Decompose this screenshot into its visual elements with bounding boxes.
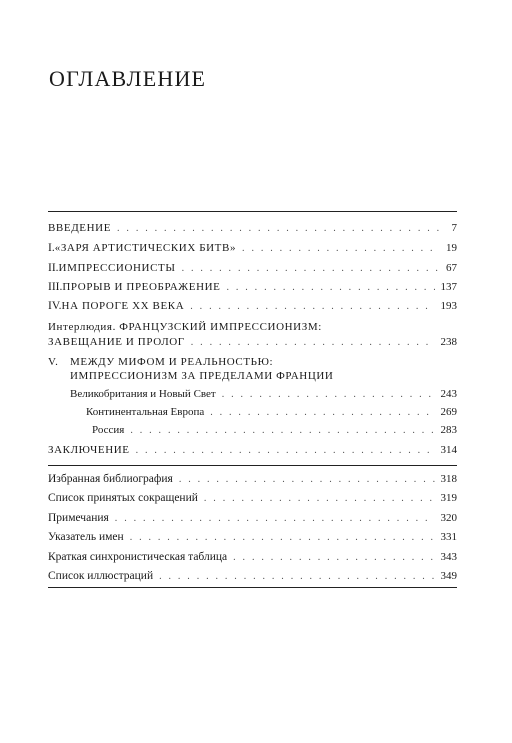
- leader-dots: [130, 423, 434, 438]
- interlude-title-line1[interactable]: Интерлюдия. ФРАНЦУЗСКИЙ ИМПРЕССИОНИЗМ:: [48, 321, 322, 333]
- toc-entry-chapter-1[interactable]: [48, 241, 457, 256]
- leader-dots: [159, 569, 434, 584]
- toc-entry-page: 349: [440, 570, 457, 582]
- chapter-number: III.: [48, 281, 63, 293]
- toc-entry-label: Указатель имен: [48, 531, 124, 543]
- leader-dots: [179, 472, 435, 487]
- leader-dots: [190, 299, 434, 314]
- leader-dots: [226, 280, 434, 295]
- chapter-5-title-line1[interactable]: [48, 355, 273, 370]
- chapter-5-title-line2: ИМПРЕССИОНИЗМ ЗА ПРЕДЕЛАМИ ФРАНЦИИ: [70, 370, 334, 382]
- toc-entry-page: 19: [446, 242, 457, 254]
- toc-subentry[interactable]: [92, 423, 457, 438]
- toc-entry-label: Примечания: [48, 512, 109, 524]
- toc-entry-page: 269: [440, 406, 457, 418]
- leader-dots: [191, 335, 435, 350]
- toc-entry-page: 243: [440, 388, 457, 400]
- toc-entry-page: 193: [440, 300, 457, 312]
- toc-entry-page: 318: [440, 473, 457, 485]
- leader-dots: [210, 405, 434, 420]
- toc-entry-label: Великобритания и Новый Свет: [70, 388, 216, 400]
- toc-entry-illustrations[interactable]: [48, 569, 457, 584]
- leader-dots: [182, 261, 440, 276]
- toc-entry-label: ЗАКЛЮЧЕНИЕ: [48, 444, 130, 456]
- toc-entry-chapter-4[interactable]: [48, 299, 457, 314]
- leader-dots: [136, 443, 435, 458]
- toc-entry-label: Россия: [92, 424, 125, 436]
- toc-entry-page: 331: [440, 531, 457, 543]
- toc-entry-page: 320: [440, 512, 457, 524]
- top-divider: [48, 211, 457, 212]
- leader-dots: [117, 221, 445, 236]
- table-of-contents: [48, 0, 457, 743]
- toc-entry-introduction[interactable]: [48, 221, 457, 236]
- page-title: ОГЛАВЛЕНИЕ: [49, 66, 207, 91]
- toc-entry-abbreviations[interactable]: [48, 491, 457, 506]
- toc-entry-page: 67: [446, 262, 457, 274]
- toc-entry-page: 314: [440, 444, 457, 456]
- toc-entry-label: НА ПОРОГЕ XX ВЕКА: [61, 300, 185, 312]
- toc-subentry[interactable]: [70, 387, 457, 402]
- toc-entry-page: 319: [440, 492, 457, 504]
- toc-entry-page: 343: [440, 551, 457, 563]
- toc-entry-interlude[interactable]: [48, 335, 457, 350]
- chapter-number: V.: [48, 356, 59, 368]
- toc-entry-label: Краткая синхронистическая таблица: [48, 551, 228, 563]
- toc-entry-page: 283: [440, 424, 457, 436]
- leader-dots: [242, 241, 440, 256]
- toc-entry-page: 238: [440, 336, 457, 348]
- chapter-number: I.: [48, 242, 55, 254]
- toc-entry-label: Избранная библиография: [48, 473, 173, 485]
- toc-subentry[interactable]: [86, 405, 457, 420]
- toc-entry-label: Список принятых сокращений: [48, 492, 198, 504]
- leader-dots: [204, 491, 435, 506]
- toc-entry-name-index[interactable]: [48, 530, 457, 545]
- toc-entry-chapter-3[interactable]: [48, 280, 457, 295]
- chapter-number: II.: [48, 262, 59, 274]
- toc-entry-label: «ЗАРЯ АРТИСТИЧЕСКИХ БИТВ»: [54, 242, 237, 254]
- chapter-number: IV.: [48, 300, 62, 312]
- toc-entry-notes[interactable]: [48, 511, 457, 526]
- toc-entry-page: 7: [451, 222, 457, 234]
- section-divider: [48, 465, 457, 466]
- toc-entry-synchronistic-table[interactable]: [48, 550, 457, 565]
- toc-entry-label: Список иллюстраций: [48, 570, 154, 582]
- toc-entry-label: ВВЕДЕНИЕ: [48, 222, 112, 234]
- leader-dots: [233, 550, 434, 565]
- toc-entry-label: ИМПРЕССИОНИСТЫ: [58, 262, 176, 274]
- toc-entry-label: ЗАВЕЩАНИЕ И ПРОЛОГ: [48, 336, 185, 348]
- leader-dots: [130, 530, 435, 545]
- bottom-divider: [48, 587, 457, 588]
- toc-entry-page: 137: [440, 281, 457, 293]
- chapter-5-line1-text: МЕЖДУ МИФОМ И РЕАЛЬНОСТЬЮ:: [70, 356, 274, 368]
- toc-entry-chapter-2[interactable]: [48, 261, 457, 276]
- toc-entry-bibliography[interactable]: [48, 472, 457, 487]
- leader-dots: [115, 511, 435, 526]
- leader-dots: [222, 387, 435, 402]
- toc-entry-label: ПРОРЫВ И ПРЕОБРАЖЕНИЕ: [62, 281, 221, 293]
- toc-entry-conclusion[interactable]: [48, 443, 457, 458]
- toc-entry-label: Континентальная Европа: [86, 406, 205, 418]
